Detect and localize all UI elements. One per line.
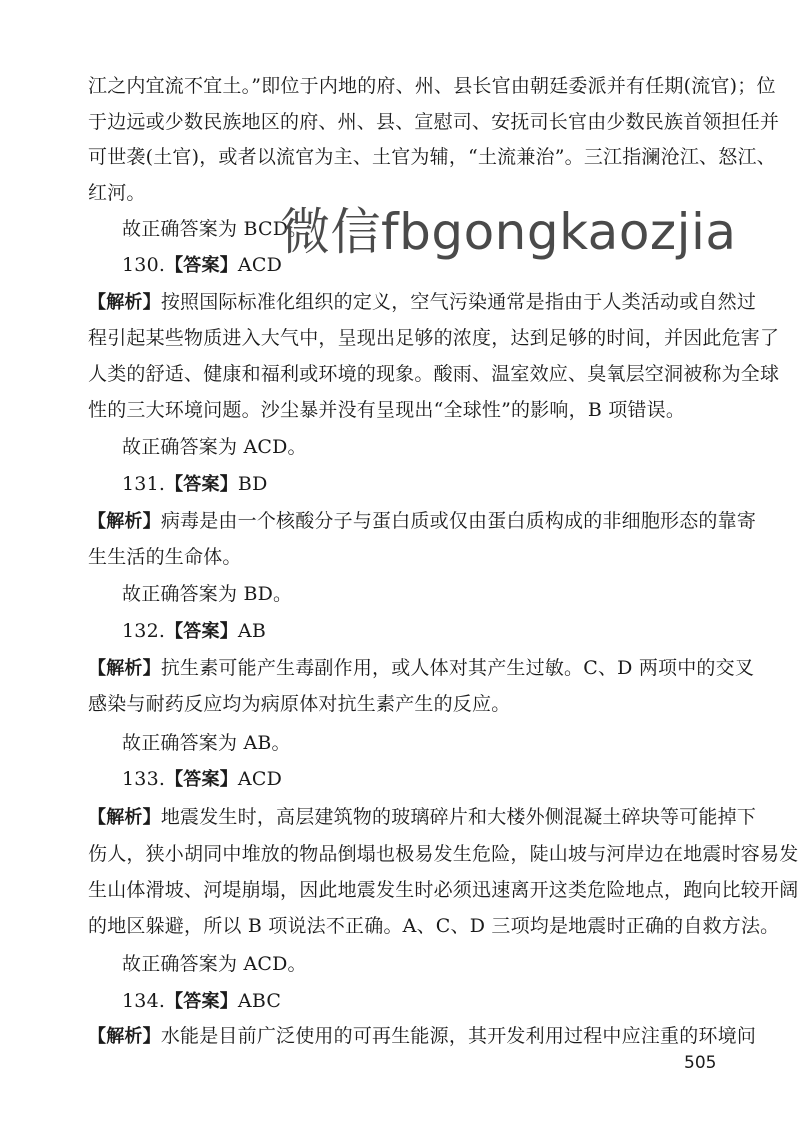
- conclusion-line: 故正确答案为 BCD。: [122, 218, 308, 240]
- question-number: 130.: [122, 254, 166, 276]
- answer-value: ACD: [237, 254, 283, 276]
- answer-value: ABC: [237, 990, 282, 1012]
- analysis-label: 【解析】: [88, 807, 161, 828]
- text-line: 可世袭(土官)，或者以流官为主、土官为辅，“土流兼治”。三江指澜沧江、怒江、: [88, 146, 776, 168]
- conclusion-line: 故正确答案为 ACD。: [122, 436, 307, 458]
- analysis-line: [88, 290, 757, 315]
- analysis-label: 【解析】: [88, 658, 161, 679]
- analysis-text: 地震发生时，高层建筑物的玻璃碎片和大楼外侧混凝土碎块等可能掉下: [160, 806, 757, 828]
- conclusion-line: 故正确答案为 ACD。: [122, 953, 307, 975]
- answer-label: 【答案】: [165, 255, 238, 276]
- analysis-line: 的地区躲避，所以 B 项说法不正确。A、C、D 三项均是地震时正确的自救方法。: [88, 915, 780, 937]
- answer-line: [122, 989, 762, 1014]
- analysis-line: [88, 805, 757, 830]
- analysis-line: 感染与耐药反应均为病原体对抗生素产生的反应。: [88, 693, 511, 715]
- analysis-line: 程引起某些物质进入大气中，呈现出足够的浓度，达到足够的时间，并因此危害了: [88, 327, 780, 349]
- analysis-line: 人类的舒适、健康和福利或环境的现象。酸雨、温室效应、臭氧层空洞被称为全球: [88, 363, 780, 385]
- analysis-line: [88, 1024, 757, 1049]
- answer-label: 【答案】: [165, 621, 238, 642]
- analysis-line: 性的三大环境问题。沙尘暴并没有呈现出“全球性”的影响，B 项错误。: [88, 399, 686, 421]
- analysis-text: 水能是目前广泛使用的可再生能源，其开发利用过程中应注重的环境问: [160, 1025, 757, 1047]
- analysis-line: 伤人，狭小胡同中堆放的物品倒塌也极易发生危险，陡山坡与河岸边在地震时容易发: [88, 843, 799, 865]
- conclusion-line: 故正确答案为 BD。: [122, 583, 293, 605]
- answer-line: [122, 472, 762, 497]
- answer-value: ACD: [237, 768, 283, 790]
- analysis-line: [88, 656, 755, 681]
- watermark: 微信fbgongkaozjia: [280, 203, 737, 261]
- answer-label: 【答案】: [165, 474, 238, 495]
- page-number: 505: [684, 1053, 717, 1073]
- conclusion-line: 故正确答案为 AB。: [122, 732, 291, 754]
- answer-line: [122, 767, 762, 792]
- analysis-line: 生生活的生命体。: [88, 546, 242, 568]
- question-number: 131.: [122, 473, 166, 495]
- analysis-label: 【解析】: [88, 511, 161, 532]
- text-line: 红河。: [88, 182, 146, 204]
- answer-value: BD: [237, 473, 268, 495]
- analysis-text: 抗生素可能产生毒副作用，或人体对其产生过敏。C、D 两项中的交叉: [160, 657, 755, 679]
- analysis-line: 生山体滑坡、河堤崩塌，因此地震发生时必须迅速离开这类危险地点，跑向比较开阔: [88, 879, 799, 901]
- answer-value: AB: [237, 620, 267, 642]
- analysis-line: [88, 509, 757, 534]
- analysis-label: 【解析】: [88, 292, 161, 313]
- analysis-label: 【解析】: [88, 1026, 161, 1047]
- text-line: 于边远或少数民族地区的府、州、县、宣慰司、安抚司长官由少数民族首领担任并: [88, 111, 780, 133]
- analysis-text: 病毒是由一个核酸分子与蛋白质或仅由蛋白质构成的非细胞形态的靠寄: [160, 510, 757, 532]
- question-number: 133.: [122, 768, 166, 790]
- question-number: 132.: [122, 620, 166, 642]
- text-line: 江之内宜流不宜土。”即位于内地的府、州、县长官由朝廷委派并有任期(流官)；位: [88, 75, 776, 97]
- answer-label: 【答案】: [165, 769, 238, 790]
- answer-line: [122, 619, 762, 644]
- answer-label: 【答案】: [165, 991, 238, 1012]
- answer-line: [122, 253, 762, 278]
- analysis-text: 按照国际标准化组织的定义，空气污染通常是指由于人类活动或自然过: [160, 291, 757, 313]
- question-number: 134.: [122, 990, 166, 1012]
